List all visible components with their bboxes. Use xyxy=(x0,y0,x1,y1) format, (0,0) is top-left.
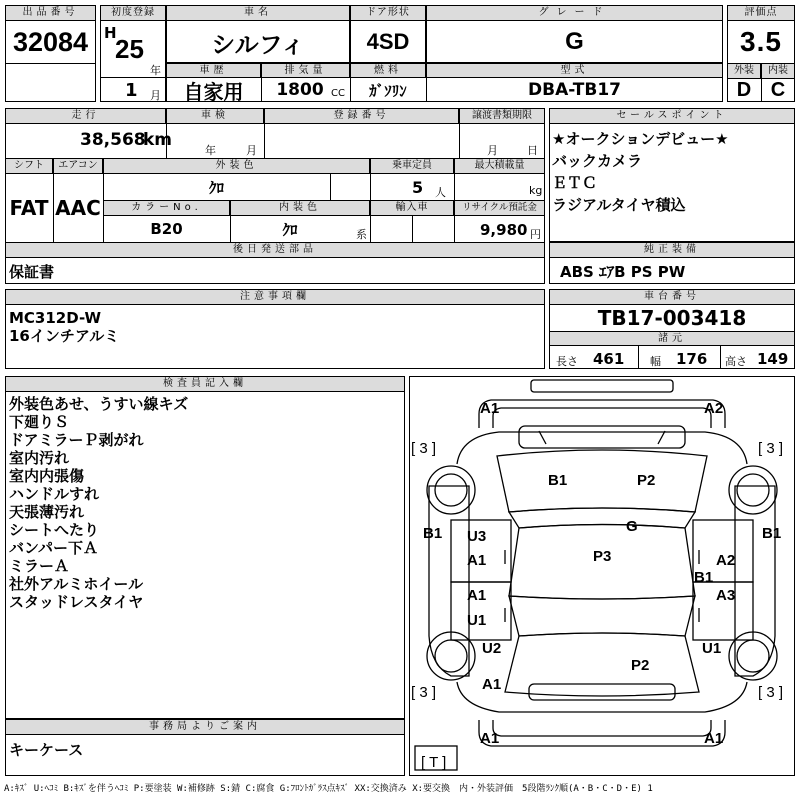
first-reg-label: 初度登録 xyxy=(100,5,166,21)
first-reg-year: 25 xyxy=(115,34,144,64)
label-left-fender: B1 xyxy=(423,525,443,542)
int-color-unit: 系 xyxy=(356,228,367,241)
sales-point-item: ラジアルタイヤ積込 xyxy=(552,196,686,214)
sales-point-item: ★オークションデビュー★ xyxy=(552,130,729,148)
inspector-list xyxy=(9,395,188,611)
label-lr-door-u1: U1 xyxy=(467,612,487,629)
label-trunk-mark: [ T ] xyxy=(421,754,447,771)
displacement: 1800 xyxy=(276,80,324,100)
fuel-label: 燃料 xyxy=(350,63,426,78)
label-right-fender: B1 xyxy=(762,525,782,542)
height: 149 xyxy=(757,350,789,368)
inspector-line: 天張薄汚れ xyxy=(9,503,85,521)
model: DBA-TB17 xyxy=(528,80,621,100)
label-tire-rl: [ 3 ] xyxy=(411,684,437,701)
reg-no-label: 登録番号 xyxy=(264,108,459,124)
ac-label: エアコン xyxy=(53,158,103,174)
sales-point-item: バックカメラ xyxy=(552,152,643,170)
exterior-label: 外装 xyxy=(727,63,761,79)
label-tire-fr: [ 3 ] xyxy=(758,440,784,457)
label-tire-rr: [ 3 ] xyxy=(758,684,784,701)
label-tire-fl: [ 3 ] xyxy=(411,440,437,457)
capacity-unit: 人 xyxy=(435,186,446,199)
later-parts: 保証書 xyxy=(9,263,55,281)
import-label: 輸入車 xyxy=(370,200,454,216)
notes-list xyxy=(9,309,119,345)
lot-number: 32084 xyxy=(12,26,89,57)
label-hood-right: P2 xyxy=(637,472,656,489)
length: 461 xyxy=(593,350,625,368)
grade-label: グレード xyxy=(426,5,723,21)
door-type: 4SD xyxy=(366,29,410,54)
dims-label: 諸元 xyxy=(549,331,795,346)
label-front-left: A1 xyxy=(480,400,500,417)
label-right-quarter: U1 xyxy=(702,640,722,657)
chassis-number: TB17-003418 xyxy=(597,306,747,330)
transfer-month-unit: 月 xyxy=(487,144,498,157)
history-label: 車歴 xyxy=(166,63,261,78)
inspector-line: ドアミラーＰ剥がれ xyxy=(9,431,144,449)
inspection-month-unit: 月 xyxy=(246,144,257,157)
max-load-label: 最大積載量 xyxy=(454,158,545,174)
grade: G xyxy=(565,28,584,55)
car-name-label: 車名 xyxy=(166,5,350,21)
car-diagram xyxy=(409,376,795,776)
ac: AAC xyxy=(55,196,101,220)
recycle-unit: 円 xyxy=(530,228,541,241)
color-no: B20 xyxy=(150,220,183,238)
inspector-label: 検査員記入欄 xyxy=(5,376,405,392)
office-note: キーケース xyxy=(9,741,84,759)
score-label: 評価点 xyxy=(727,5,795,21)
label-lf-door-u3: U3 xyxy=(467,528,487,545)
note-line: MC312D-W xyxy=(9,309,102,327)
inspector-line: バンパー下Ａ xyxy=(9,539,98,557)
label-rr-door-a3: A3 xyxy=(716,587,736,604)
mileage: 38,568 xyxy=(80,130,146,150)
chassis-label: 車台番号 xyxy=(549,289,795,305)
height-label: 高さ xyxy=(725,355,747,368)
inspector-line: ハンドルすれ xyxy=(9,485,100,503)
length-label: 長さ xyxy=(556,355,578,368)
model-label: 型式 xyxy=(426,63,723,78)
label-lf-door-a1: A1 xyxy=(467,552,487,569)
year-unit: 年 xyxy=(150,64,161,77)
width: 176 xyxy=(676,350,708,368)
int-color: ｸﾛ xyxy=(282,220,298,239)
exterior-grade: D xyxy=(736,79,752,101)
label-rf-door-a2: A2 xyxy=(716,552,736,569)
door-label: ドア形状 xyxy=(350,5,426,21)
later-parts-label: 後日発送部品 xyxy=(5,242,545,258)
inspector-line: シートへたり xyxy=(9,521,100,539)
month-unit: 月 xyxy=(150,89,161,102)
label-roof-g: G xyxy=(626,518,638,535)
label-front-right: A2 xyxy=(704,400,724,417)
inspection-year-unit: 年 xyxy=(205,144,216,157)
ext-color: ｸﾛ xyxy=(208,178,224,197)
fuel: ｶﾞｿﾘﾝ xyxy=(369,81,407,100)
capacity-label: 乗車定員 xyxy=(370,158,454,174)
equipment: ABS ｴｱB PS PW xyxy=(560,263,686,281)
notes-label: 注意事項欄 xyxy=(5,289,545,305)
sales-point-item: ＥＴＣ xyxy=(552,174,598,192)
label-hood-left: B1 xyxy=(548,472,568,489)
int-color-label: 内装色 xyxy=(230,200,370,216)
label-roof-p3: P3 xyxy=(593,548,612,565)
recycle-label: リサイクル預託金 xyxy=(454,200,545,216)
width-label: 幅 xyxy=(650,355,661,368)
car-name: シルフィ xyxy=(211,30,305,59)
shift-label: シフト xyxy=(5,158,53,174)
transfer-label: 譲渡書類期限 xyxy=(459,108,545,124)
era: H xyxy=(104,24,117,42)
recycle-amount: 9,980 xyxy=(480,221,528,239)
note-line: 16インチアルミ xyxy=(9,327,120,345)
inspector-line: 室内汚れ xyxy=(9,449,70,467)
mileage-label: 走行 xyxy=(5,108,166,124)
label-rear-bumper-left: A1 xyxy=(480,730,500,747)
equipment-label: 純正装備 xyxy=(549,242,795,258)
lot-number-label: 出品番号 xyxy=(5,5,96,21)
color-no-label: カラーNo. xyxy=(103,200,230,216)
label-rear-bumper-right: A1 xyxy=(704,730,724,747)
transfer-day-unit: 日 xyxy=(527,144,538,157)
legend: A:ｷｽﾞ U:ﾍｺﾐ B:ｷｽﾞを伴うﾍｺﾐ P:要塗装 W:補修跡 S:錆 C:腐食 G:ﾌﾛﾝﾄｶﾞﾗｽ点ｷｽﾞ XX:交換済み X:要交換 内・外装評価 5段階ﾗﾝｸ順(A・B・C・D・E) 1 xyxy=(4,784,653,794)
label-lr-door-a1: A1 xyxy=(467,587,487,604)
score: 3.5 xyxy=(740,26,782,57)
mileage-unit: km xyxy=(143,130,173,150)
label-trunk: P2 xyxy=(631,657,650,674)
office-label: 事務局よりご案内 xyxy=(5,719,405,735)
inspector-line: 外装色あせ、うすい線キズ xyxy=(9,395,189,413)
interior-grade: C xyxy=(770,79,786,101)
inspector-line: 室内内張傷 xyxy=(9,467,85,485)
first-reg-month: 1 xyxy=(125,80,138,101)
label-rf-door-b1: B1 xyxy=(694,569,714,586)
label-rear-left-lower: A1 xyxy=(482,676,502,693)
sales-points-label: セールスポイント xyxy=(549,108,795,124)
displacement-unit: CC xyxy=(331,88,345,99)
displacement-label: 排気量 xyxy=(261,63,350,78)
inspection-label: 車検 xyxy=(166,108,264,124)
inspector-line: ミラーＡ xyxy=(9,557,70,575)
inspector-line: スタッドレスタイヤ xyxy=(9,593,144,611)
shift: FAT xyxy=(9,196,49,220)
inspector-line: 下廻りＳ xyxy=(9,413,70,431)
ext-color-label: 外装色 xyxy=(103,158,370,174)
inspector-line: 社外アルミホイール xyxy=(9,575,144,593)
history: 自家用 xyxy=(183,79,244,104)
interior-label: 内装 xyxy=(761,63,795,79)
label-left-quarter: U2 xyxy=(482,640,502,657)
max-load-unit: kg xyxy=(529,184,543,197)
sales-points-list xyxy=(552,128,729,216)
capacity: 5 xyxy=(412,178,424,197)
